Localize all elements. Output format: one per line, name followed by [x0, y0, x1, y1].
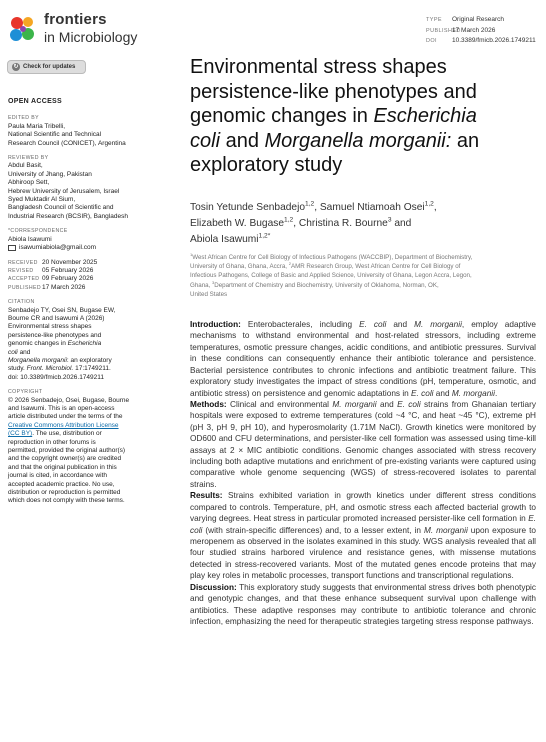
- citation-text: Senbadejo TY, Osei SN, Bugase EW, Bourne CR and Isawumi A (2026) Environmental stress shapes persistence-like phenotypes and genomic changes in Escherichia coli and Morganella morganii: an exploratory study. Front. Microbiol. 17:1749211. doi: 10.3389/fmicb.2026.1749211: [8, 306, 116, 381]
- editor-line: Paula Maria Tribelli,: [8, 122, 66, 130]
- reviewer-line: University of Jhang, Pakistan: [8, 170, 92, 178]
- abstract-results: Results: Strains exhibited variation in growth kinetics under different stress conditions compared to controls. Temperature, pH, and osmotic stress each affected bacterial growth to varying degrees. Heat stress in particular promoted increased persister-like cell formation in E. coli (with strain-specific differences) and, to a lesser extent, in M. morganii upon exposure to meropenem as observed in the isolates examined in this study. WGS analysis revealed that all four studied strains harbored virulence and resistance genes, with missense mutations detected in stress-recovered variants. Most of the mutated genes encode proteins that may play key roles in metabolic processes, transport functions and transcriptional regulations.: [190, 491, 536, 581]
- correspondence-email-link[interactable]: isawumiabiola@gmail.com: [8, 244, 148, 252]
- frontiers-logo-icon: [8, 14, 38, 44]
- reviewer-line: Industrial Research (BCSIR), Bangladesh: [8, 212, 128, 220]
- journal-brand-name: frontiers: [44, 11, 107, 28]
- abstract-methods: Methods: Clinical and environmental M. morganii and E. coli strains from Ghanaian tertiary hospitals were exposed to extreme temperatures (cold ~4 °C, and heat ~45 °C), extreme pH (pH 3, pH 9, pH 10), and hyperosmolarity (1.71M NaCl). Growth kinetics were monitored by OD600 and CFU determinations, and persister-like cell formation was assessed using time-kill assays at 2 × MIC antibiotic conditions. Genomic changes associated with stress recovery including both adaptive mutations and enrichment of pre-existing variants were captured using comparative whole genome sequencing (WGS) of stress-recovered isolates to parental strains.: [190, 399, 536, 489]
- cc-license-link[interactable]: Creative Commons Attribution License: [8, 421, 119, 429]
- dates-block: RECEIVED 20 November 2025 REVISED 05 February 2026 ACCEPTED 09 February 2026 PUBLISHED17 March 2026: [8, 258, 98, 291]
- envelope-icon: [8, 245, 16, 251]
- published-date: 17 March 2026: [452, 26, 496, 34]
- correspondence-heading: *CORRESPONDENCE: [8, 228, 68, 235]
- revised-date: 05 February 2026: [42, 266, 94, 274]
- reviewer-line: Hebrew University of Jerusalem, Israel: [8, 187, 120, 195]
- abstract-introduction: Introduction: Enterobacterales, including E. coli and M. morganii, employ adaptive mechanisms to withstand environmental and host-related stressors, including extreme temperatures, osmotic pressure changes, acidic conditions, and antibiotic pressures. Survival in these conditions can consequently enhance their antibiotic tolerance and persistence. Bacterial persistence contributes to chronic infections and antibiotic treatment failure. This exploratory study investigates the impact of stress conditions (pH, temperature, osmotic, and antibiotic stress) on persistence and genomic adaptations in E. coli and M. morganii.: [190, 320, 536, 398]
- edited-by-heading: EDITED BY: [8, 115, 39, 122]
- refresh-icon: ↻: [13, 64, 19, 70]
- journal-brand-subtitle: in Microbiology: [44, 29, 138, 45]
- abstract-discussion: Discussion: This exploratory study suggests that environmental stress drives both phenotypic and genotypic changes, and that these enhance subsequent survival upon challenge with antibiotics. These adaptive responses may contribute to antibiotic tolerance and chronic infection, emphasizing the need for therapeutic strategies targeting stress response pathways.: [190, 582, 536, 626]
- author-name: Samuel Ntiamoah Osei: [319, 202, 425, 213]
- author-name: Elizabeth W. Bugase: [190, 218, 285, 229]
- cc-by-link[interactable]: (CC BY): [8, 430, 33, 438]
- editor-line: National Scientific and Technical: [8, 131, 102, 139]
- author-name: Tosin Yetunde Senbadejo: [190, 202, 305, 213]
- reviewer-line: Syed Muktadir Al Sium,: [8, 196, 76, 204]
- check-for-updates-button[interactable]: ↻ Check for updates: [7, 60, 86, 74]
- editor-line: Research Council (CONICET), Argentina: [8, 139, 126, 147]
- reviewer-line: Abhiroop Sett,: [8, 179, 50, 187]
- reviewer-line: Bangladesh Council of Scientific and: [8, 204, 114, 212]
- copyright-heading: COPYRIGHT: [8, 389, 43, 396]
- article-title: Environmental stress shapes persistence-like phenotypes and genomic changes in Escherichia coli and Morganella morganii: an exploratory study: [190, 56, 480, 176]
- citation-heading: CITATION: [8, 299, 35, 306]
- reviewed-by-heading: REVIEWED BY: [8, 155, 49, 162]
- author-list: Tosin Yetunde Senbadejo$^{1,2}$, Samuel Ntiamoah Osei$^{1,2}$, Elizabeth W. Bugase$^{1,2}$, Christina R. Bourne$^3$ and Abiola Isawumi$^{1,2*}$: [190, 200, 437, 245]
- copyright-text: © 2026 Senbadejo, Osei, Bugase, Bourne and Isawumi. This is an open-access article distributed under the terms of the Creative Commons Attribution License (CC BY). The use, distribution or reproduction in other forums is permitted, provided the original author(s) and the copyright owner(s) are credited and that the original publication in this journal is cited, in accordance with accepted academic practice. No use, distribution or reproduction is permitted which does not comply with these terms.: [8, 396, 130, 505]
- open-access-label: OPEN ACCESS: [8, 98, 62, 105]
- author-name: Abiola Isawumi: [190, 234, 259, 245]
- sidebar-published-date: 17 March 2026: [42, 283, 86, 291]
- accepted-date: 09 February 2026: [42, 275, 94, 283]
- correspondence-name: Abiola Isawumi: [8, 235, 52, 243]
- received-date: 20 November 2025: [42, 258, 98, 266]
- article-type: Original Research: [452, 16, 505, 23]
- author-name: Christina R. Bourne: [298, 218, 388, 229]
- affiliations: $^1$West African Centre for Cell Biology of Infectious Pathogens (WACCBIP), Department of Biochemistry, University of Ghana, Ghana, Accra, $^2$AMR Research Group, West African Centre for Cell Biology of Infectious Pathogens, College of Basic and Applied Science, University of Ghana, Legon Accra, Legon, Ghana, $^3$Department of Chemistry and Biochemistry, University of Oklahoma, Norman, OK, United States: [190, 251, 473, 298]
- article-meta: TYPE Original Research PUBLISHED17 March 2026 DOI 10.3389/fmicb.2026.1749211: [426, 16, 536, 44]
- abstract: [190, 319, 536, 627]
- doi-value: 10.3389/fmicb.2026.1749211: [452, 37, 536, 44]
- sidebar-metadata: [8, 98, 148, 506]
- reviewer-line: Abdul Basit,: [8, 162, 43, 170]
